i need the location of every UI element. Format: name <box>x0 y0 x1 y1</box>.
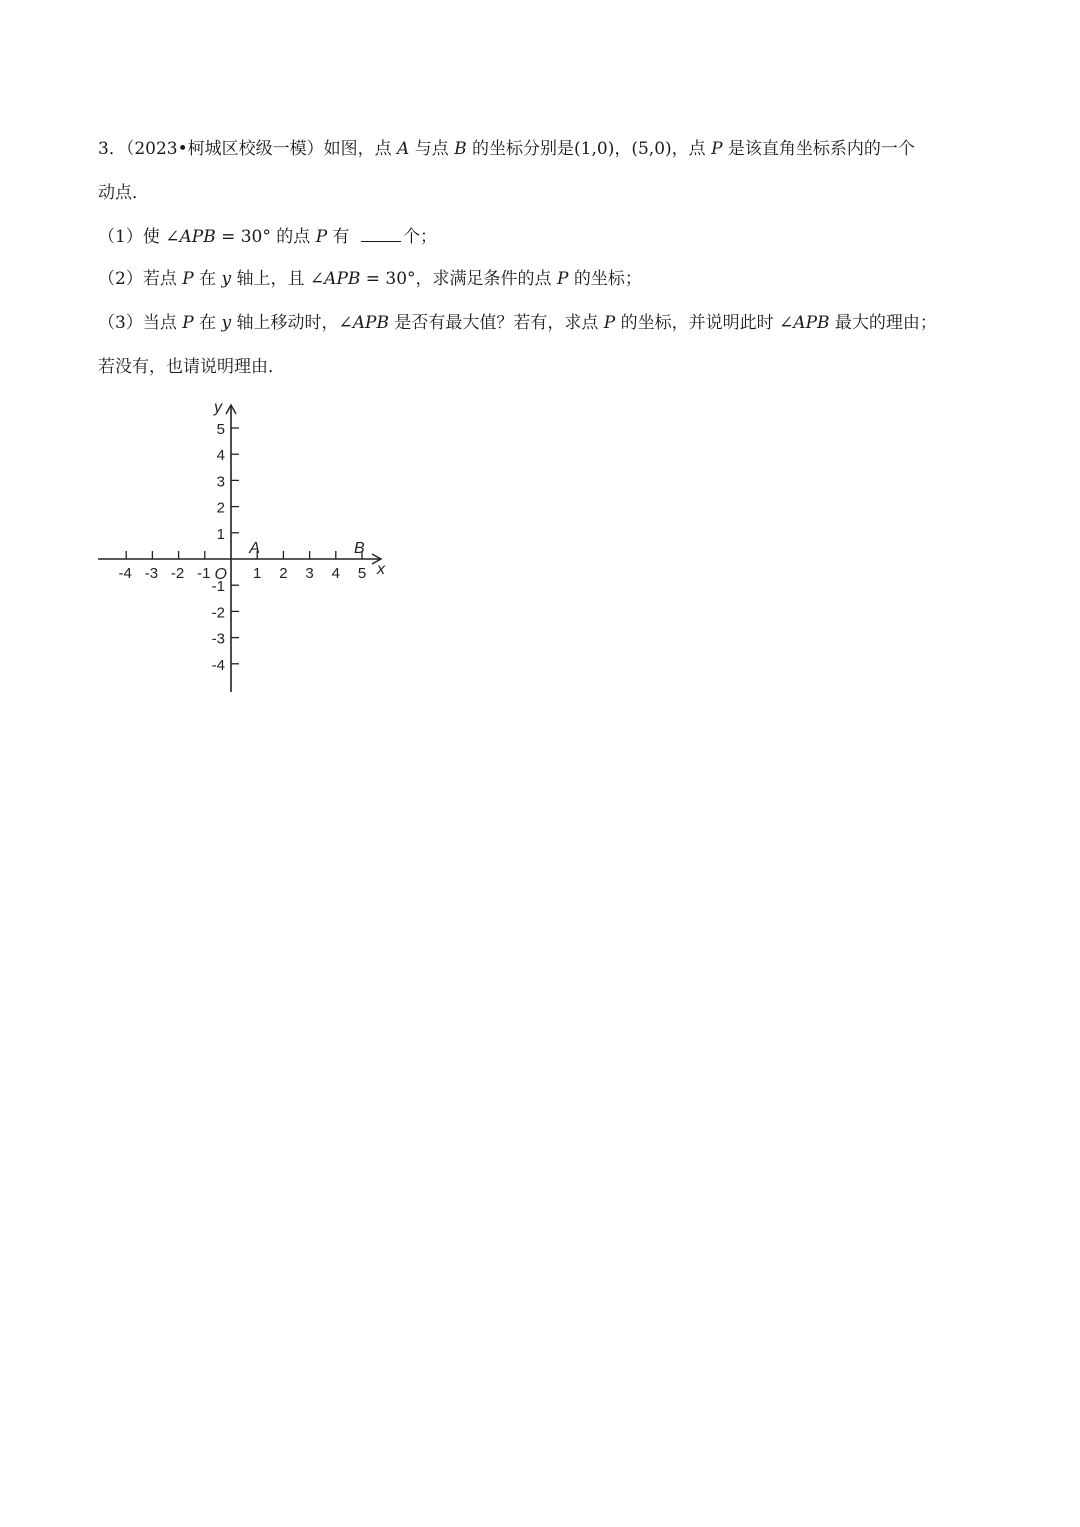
x-tick-label: 5 <box>357 565 367 582</box>
y-tick-label: 4 <box>216 447 225 465</box>
text-fragment: 的坐标分别是 <box>466 139 575 159</box>
problem-source: （2023•柯城区校级一模） <box>125 139 324 159</box>
text-fragment: 有 <box>327 227 355 247</box>
angle-apb: ∠APB <box>779 313 830 333</box>
text-fragment: 最大的理由； <box>829 313 937 333</box>
y-tick-label: -4 <box>211 656 225 674</box>
text-fragment: 若没有，也请说明理由． <box>98 357 285 377</box>
x-tick-label: 3 <box>305 565 314 582</box>
point-label-a: A <box>249 540 260 557</box>
y-tick-label: -3 <box>211 630 225 648</box>
text-fragment: 的坐标； <box>568 269 642 289</box>
text-fragment: 与点 <box>409 139 455 159</box>
y-axis-ref: y <box>221 269 232 289</box>
y-axis-label: y <box>214 399 222 416</box>
coord-a: (1,0) <box>574 139 615 159</box>
text-fragment: 是该直角坐标系内的一个 <box>722 139 915 159</box>
point-p-label: P <box>182 313 194 333</box>
x-tick-label: -2 <box>170 565 185 582</box>
question-1 <box>98 226 437 248</box>
x-axis-label: x <box>377 561 385 578</box>
y-tick-label: 2 <box>216 499 225 517</box>
text-fragment: （1）使 <box>98 227 166 247</box>
text-fragment: 在 <box>193 269 222 289</box>
y-axis-ref: y <box>221 313 232 333</box>
x-tick-label: -4 <box>118 565 132 582</box>
coordinate-plane <box>90 392 400 702</box>
point-p-label: P <box>182 269 194 289</box>
answer-blank[interactable] <box>361 227 401 242</box>
x-tick-label: -3 <box>144 565 159 582</box>
problem-number: 3． <box>98 139 126 159</box>
text-fragment: ，点 <box>671 139 712 159</box>
question-2 <box>98 268 642 290</box>
y-tick-label: 5 <box>216 421 225 438</box>
text-fragment: 的坐标，并说明此时 <box>615 313 780 333</box>
angle-apb: ∠APB <box>338 313 389 333</box>
point-label-b: B <box>354 540 365 557</box>
origin-label: O <box>214 566 227 583</box>
text-fragment: = 30°，求满足条件的点 <box>360 269 557 289</box>
text-fragment: 如图，点 <box>323 139 398 159</box>
text-fragment: 是否有最大值？若有，求点 <box>388 313 604 333</box>
question-3 <box>98 312 937 334</box>
text-fragment: 个； <box>402 227 437 247</box>
text-fragment: = 30° 的点 <box>215 227 316 247</box>
text-fragment: ， <box>614 139 632 159</box>
coord-b: (5,0) <box>631 139 672 159</box>
x-tick-label: 1 <box>253 565 262 582</box>
point-p-label: P <box>711 139 723 159</box>
question-3-continued <box>98 356 285 378</box>
text-fragment: （2）若点 <box>98 269 183 289</box>
text-fragment: 在 <box>193 313 222 333</box>
text-fragment: 动点． <box>98 183 149 203</box>
text-fragment: （3）当点 <box>98 313 183 333</box>
text-fragment: 轴上，且 <box>231 269 310 289</box>
text-fragment: 轴上移动时， <box>231 313 339 333</box>
y-tick-label: 1 <box>216 525 225 543</box>
y-tick-label: 3 <box>216 473 225 491</box>
x-tick-label: -1 <box>197 565 211 582</box>
angle-apb: ∠APB <box>309 269 361 289</box>
y-tick-label: -2 <box>211 604 225 622</box>
point-a-label: A <box>397 139 410 159</box>
problem-line-1 <box>98 138 915 160</box>
point-p-label: P <box>603 313 616 333</box>
angle-apb: ∠APB <box>165 227 216 247</box>
x-tick-label: 2 <box>279 565 288 582</box>
y-tick-label: -1 <box>211 578 225 596</box>
point-b-label: B <box>454 139 467 159</box>
x-tick-label: 4 <box>331 565 340 582</box>
point-p-label: P <box>315 227 328 247</box>
problem-line-2 <box>98 182 149 204</box>
point-p-label: P <box>556 269 569 289</box>
